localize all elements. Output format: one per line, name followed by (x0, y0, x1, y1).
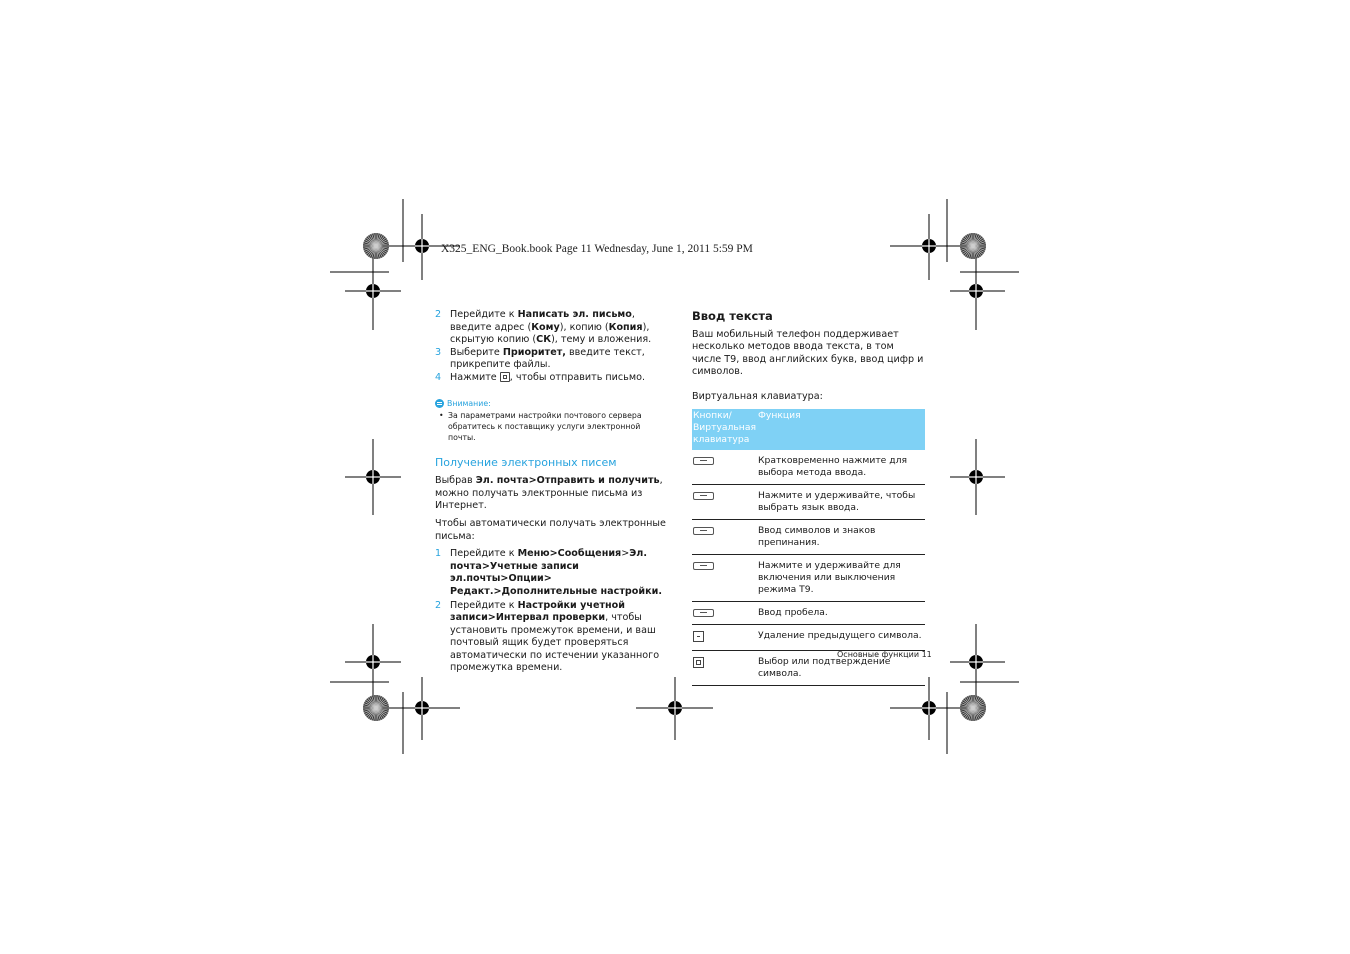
step-item (435, 548, 670, 598)
keyboard-label: Виртуальная клавиатура: (692, 390, 823, 402)
intro-paragraph: Ваш мобильный телефон поддерживает несколько методов ввода текста, в том числе T9, ввод английских букв, ввод цифр и символов. (692, 328, 924, 378)
zero-key-icon (693, 609, 714, 617)
function-text: Выбор или подтверждение символа. (757, 650, 925, 685)
keys-table-row (692, 601, 925, 624)
right-column (692, 309, 925, 686)
text-run: Выбрав (435, 475, 476, 487)
keys-table-row (692, 484, 925, 519)
hash-key-icon (693, 492, 714, 500)
function-text: Кратковременно нажмите для выбора метода ввода. (757, 450, 925, 485)
header-function: Функция (757, 409, 925, 450)
keys-table-row (692, 519, 925, 554)
function-text: Ввод пробела. (757, 601, 925, 624)
select-key-icon (693, 657, 704, 668)
keys-table-row (692, 624, 925, 650)
note-header (435, 398, 670, 409)
text-run: Приоритет, (502, 346, 566, 358)
note-icon (435, 399, 444, 408)
text-run: , можно получать электронные письма из Интернет. (435, 475, 663, 512)
send-email-steps (435, 309, 670, 385)
text-run: Эл. почта>Отправить и получить (475, 475, 660, 487)
keys-table-row (692, 554, 925, 601)
text-run: , чтобы установить промежуток времени, и ваш почтовый ящик будет проверяться автоматически по истечении указанного промежутка времени. (450, 612, 660, 674)
header-keys: Кнопки/ Виртуальная клавиатура (692, 409, 757, 450)
text-run: Перейдите к (450, 548, 518, 560)
text-run: Копия (608, 321, 643, 333)
note-title: Внимание: (447, 398, 491, 408)
step-item (435, 600, 670, 676)
auto-receive-paragraph: Чтобы автоматически получать электронные письма: (435, 517, 666, 542)
text-run: , чтобы отправить письмо. (509, 371, 645, 383)
star-key-icon (693, 562, 714, 570)
text-run: Перейдите к (450, 599, 518, 611)
hash-key-icon (693, 457, 714, 465)
step-item (435, 309, 670, 347)
step-number: 2 (435, 309, 442, 320)
function-text: Нажмите и удерживайте для включения или выключения режима T9. (757, 554, 925, 601)
left-column (435, 309, 670, 676)
text-run: ), тему и вложения. (551, 334, 652, 346)
text-run: , введите адрес ( (450, 309, 635, 333)
step-number: 3 (435, 346, 442, 358)
step-text (450, 600, 659, 674)
step-text (450, 347, 645, 371)
select-key-icon (500, 372, 510, 382)
function-text: Нажмите и удерживайте, чтобы выбрать язык ввода. (757, 484, 925, 519)
page-header-text: X325_ENG_Book.book Page 11 Wednesday, June 1, 2011 5:59 PM (441, 243, 753, 255)
keys-table-header (692, 409, 925, 450)
text-run: Кому (531, 321, 560, 333)
step-item (435, 372, 670, 385)
text-run: Нажмите (450, 371, 500, 383)
receive-email-paragraph (435, 475, 670, 513)
auto-receive-steps (435, 548, 670, 675)
section-title: Получение электронных писем (435, 455, 617, 469)
step-text (450, 309, 651, 345)
text-run: введите текст, прикрепите файлы. (450, 346, 645, 371)
text-run: Выберите (450, 346, 503, 358)
keys-table-row (692, 450, 925, 485)
star-key-icon (693, 527, 714, 535)
function-text: Удаление предыдущего символа. (757, 624, 925, 650)
note-text: За параметрами настройки почтового сервера обратитесь к поставщику услуги электронной почты. (448, 410, 642, 442)
text-run: Перейдите к (450, 309, 518, 320)
text-run: Меню>Сообщения (517, 548, 622, 560)
step-item (435, 347, 670, 372)
note-block (435, 398, 670, 443)
clear-key-icon (693, 631, 704, 642)
step-number: 1 (435, 548, 442, 560)
text-run: ), копию ( (559, 321, 609, 333)
text-run: Написать эл. письмо (517, 309, 632, 320)
note-item (435, 410, 670, 443)
note-bullet: • (439, 410, 444, 420)
step-text (450, 372, 645, 383)
text-run: ), скрытую копию ( (450, 321, 650, 346)
step-number: 2 (435, 599, 442, 611)
page-footer: Основные функции 11 (837, 650, 932, 659)
step-text (450, 548, 662, 597)
text-run: > (621, 548, 630, 560)
text-run: СК (536, 334, 552, 346)
text-run: Настройки учетной записи>Интервал проверки (450, 599, 625, 624)
function-text: Ввод символов и знаков препинания. (757, 519, 925, 554)
text-run: Эл. почта>Учетные записи эл.почты>Опции> Редакт.>Дополнительные настройки. (450, 548, 662, 597)
keys-table (692, 409, 925, 686)
step-number: 4 (435, 371, 442, 383)
section-heading: Ввод текста (692, 309, 773, 323)
